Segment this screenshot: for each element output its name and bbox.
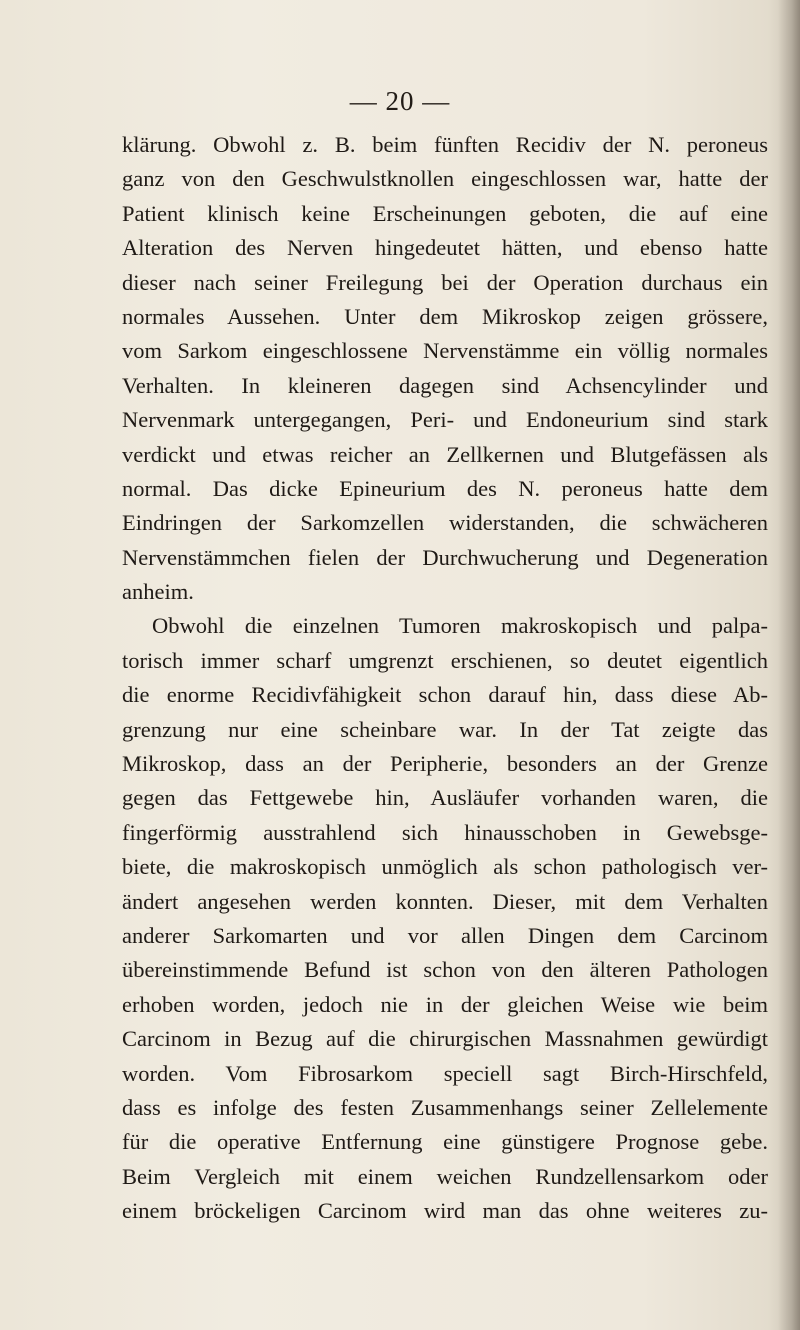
text-line: Mikroskop, dass an der Peripherie, besonders an der Grenze bbox=[122, 751, 768, 777]
text-line: dieser nach seiner Freilegung bei der Operation durchaus ein bbox=[122, 269, 768, 295]
text-line: Carcinom in Bezug auf die chirurgischen Massnahmen gewürdigt bbox=[122, 1026, 768, 1052]
text-line: vom Sarkom eingeschlossene Nervenstämme ein völlig normales bbox=[122, 338, 768, 364]
text-line: Nervenmark untergegangen, Peri- und Endoneurium sind stark bbox=[122, 407, 768, 433]
page-edge-shadow bbox=[778, 0, 800, 1330]
text-line: Patient klinisch keine Erscheinungen geboten, die auf eine bbox=[122, 200, 768, 226]
text-line: biete, die makroskopisch unmöglich als schon pathologisch ver- bbox=[122, 854, 768, 880]
body-text bbox=[122, 128, 768, 1229]
text-line: grenzung nur eine scheinbare war. In der Tat zeigte das bbox=[122, 716, 768, 742]
text-line: klärung. Obwohl z. B. beim fünften Recidiv der N. peroneus bbox=[122, 132, 768, 157]
text-line: Nervenstämmchen fielen der Durchwucherung und Degeneration bbox=[122, 544, 768, 570]
text-line: Alteration des Nerven hingedeutet hätten, und ebenso hatte bbox=[122, 235, 768, 261]
text-line: normales Aussehen. Unter dem Mikroskop zeigen grössere, bbox=[122, 303, 768, 329]
paragraph-end-line: anheim. bbox=[122, 579, 194, 605]
text-line: Eindringen der Sarkomzellen widerstanden, die schwächeren bbox=[122, 510, 768, 536]
text-line: Beim Vergleich mit einem weichen Rundzellensarkom oder bbox=[122, 1163, 768, 1189]
text-line: einem bröckeligen Carcinom wird man das ohne weiteres zu- bbox=[122, 1198, 768, 1224]
text-line: verdickt und etwas reicher an Zellkernen und Blutgefässen als bbox=[122, 441, 768, 467]
text-line: ändert angesehen werden konnten. Dieser, mit dem Verhalten bbox=[122, 888, 768, 914]
paragraph-start-line: Obwohl die einzelnen Tumoren makroskopisch und palpa- bbox=[152, 613, 768, 639]
text-line: übereinstimmende Befund ist schon von den älteren Pathologen bbox=[122, 957, 768, 983]
page-number-header: — 20 — bbox=[349, 86, 451, 116]
text-line: anderer Sarkomarten und vor allen Dingen dem Carcinom bbox=[122, 922, 768, 948]
text-line: Verhalten. In kleineren dagegen sind Achsencylinder und bbox=[122, 372, 768, 398]
text-line: für die operative Entfernung eine günstigere Prognose gebe. bbox=[122, 1129, 768, 1155]
text-line: fingerförmig ausstrahlend sich hinausschoben in Gewebsge- bbox=[122, 819, 768, 845]
text-line: worden. Vom Fibrosarkom speciell sagt Birch-Hirschfeld, bbox=[122, 1060, 768, 1086]
text-line: gegen das Fettgewebe hin, Ausläufer vorhanden waren, die bbox=[122, 785, 768, 811]
text-line: die enorme Recidivfähigkeit schon darauf hin, dass diese Ab- bbox=[122, 682, 768, 708]
text-line: torisch immer scharf umgrenzt erschienen, so deutet eigentlich bbox=[122, 647, 768, 673]
text-line: ganz von den Geschwulstknollen eingeschlossen war, hatte der bbox=[122, 166, 768, 192]
text-line: dass es infolge des festen Zusammenhangs seiner Zellelemente bbox=[122, 1094, 768, 1120]
text-line: normal. Das dicke Epineurium des N. peroneus hatte dem bbox=[122, 475, 768, 501]
text-line: erhoben worden, jedoch nie in der gleichen Weise wie beim bbox=[122, 991, 768, 1017]
